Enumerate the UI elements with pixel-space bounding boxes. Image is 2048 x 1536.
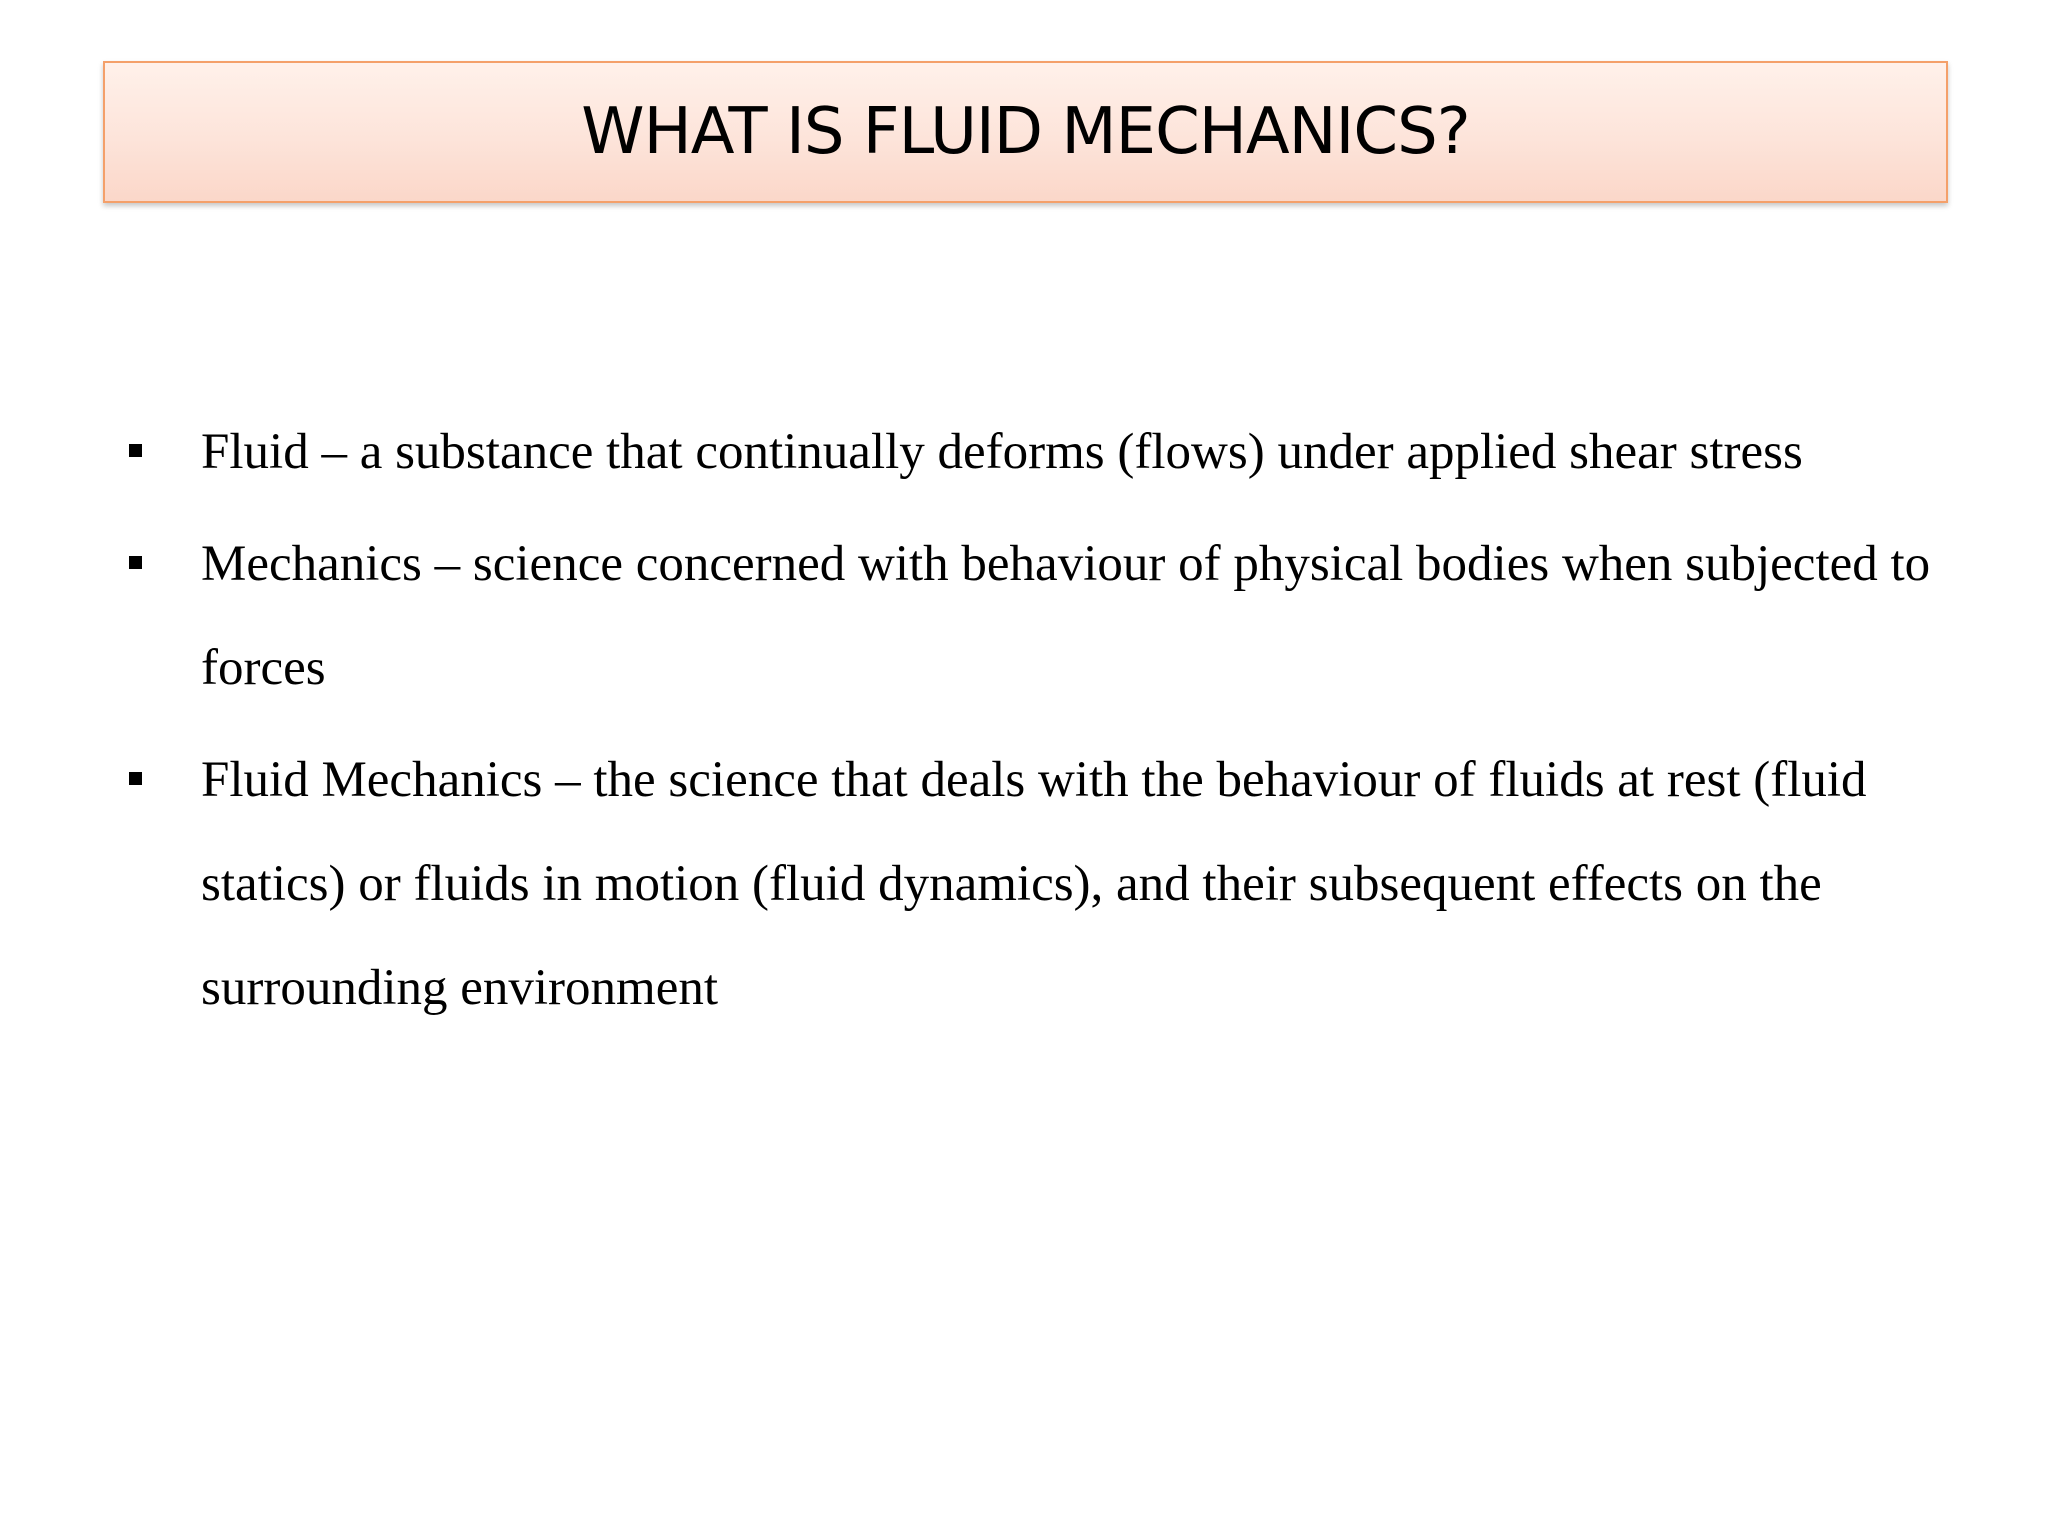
- square-bullet-icon: [129, 772, 142, 785]
- bullet-item: [125, 400, 1965, 504]
- bullet-item: [125, 728, 1965, 1040]
- square-bullet-icon: [129, 444, 142, 457]
- bullet-list: [125, 400, 1965, 1048]
- square-bullet-icon: [129, 556, 142, 569]
- slide-title: WHAT IS FLUID MECHANICS?: [581, 95, 1470, 169]
- bullet-text: Fluid Mechanics – the science that deals with the behaviour of fluids at rest (fluid statics) or fluids in motion (fluid dynamics), and their subsequent effects on the surrounding environment: [201, 752, 1867, 1016]
- bullet-text: Fluid – a substance that continually deforms (flows) under applied shear stress: [201, 424, 1803, 480]
- bullet-item: [125, 512, 1965, 720]
- bullet-text: Mechanics – science concerned with behaviour of physical bodies when subjected to forces: [201, 536, 1931, 696]
- title-box: [103, 61, 1948, 203]
